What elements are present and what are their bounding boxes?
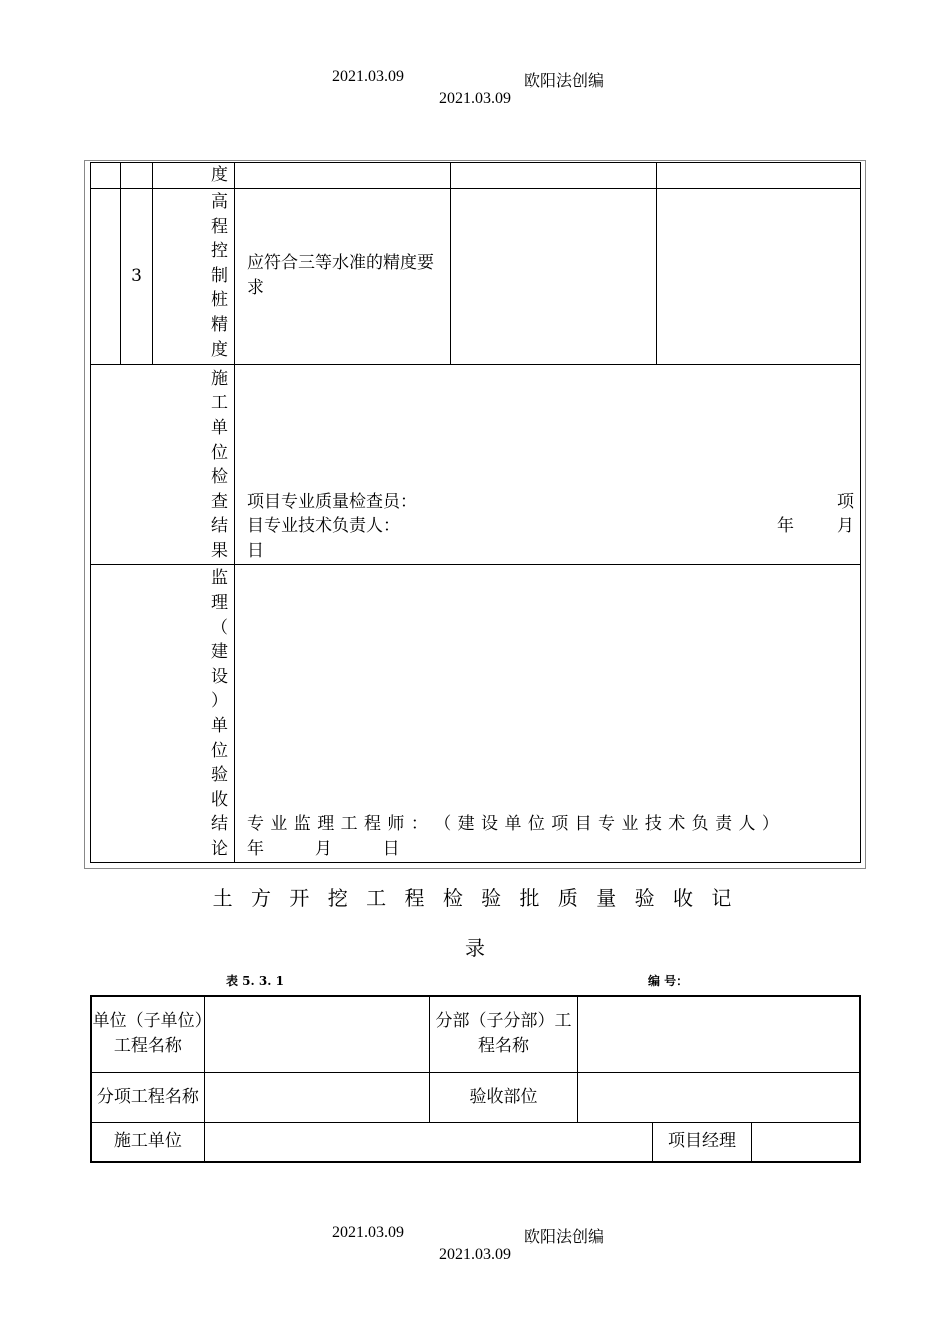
supervisor-signature-line: 专 业 监 理 工 程 师 ： （ 建 设 单 位 项 目 专 业 技 术 负 责 人 ）	[247, 814, 780, 835]
footer-date-2: 2021.03.09	[439, 1246, 511, 1263]
label-char: ）	[211, 691, 228, 712]
label-char: 设	[211, 666, 228, 687]
sup-day-label: 日	[382, 839, 400, 859]
header-author: 欧阳法创编	[524, 73, 605, 90]
label-char: 制	[211, 265, 228, 286]
project-mark: 项	[837, 491, 854, 512]
table-number: 表 5. 3. 1	[226, 974, 284, 988]
table-row	[91, 1072, 860, 1122]
vertical-label-text	[91, 566, 228, 861]
tech-head-label: 目专业技术负责人：	[247, 516, 400, 537]
division-value[interactable]	[577, 996, 860, 1072]
label-char: 单	[211, 418, 228, 439]
label-char: 收	[211, 789, 228, 810]
label-char: 控	[211, 241, 228, 262]
day-label: 日	[247, 541, 264, 561]
label-char: 位	[211, 442, 228, 463]
vertical-label-text	[153, 190, 228, 362]
table-row	[91, 564, 861, 862]
label-char: 检	[211, 467, 228, 488]
subitem-label: 分项工程名称	[91, 1072, 204, 1122]
header-date-2: 2021.03.09	[439, 90, 511, 107]
construction-unit-label: 施工单位	[91, 1122, 204, 1162]
top-table	[90, 162, 861, 863]
label-char: 理	[211, 593, 228, 614]
project-manager-value[interactable]	[752, 1122, 860, 1162]
subitem-value[interactable]	[204, 1072, 430, 1122]
item-label	[153, 188, 235, 364]
label-char: 结	[211, 814, 228, 835]
year-label: 年	[777, 516, 794, 537]
form-title-line1: 土 方 开 挖 工 程 检 验 批 质 量 验 收 记	[212, 886, 738, 910]
label-char: 果	[211, 541, 228, 561]
table-row	[91, 364, 861, 564]
construction-label	[91, 364, 235, 564]
row-label-du: 度	[153, 163, 235, 189]
serial-number-label: 编 号：	[648, 974, 689, 988]
unit-name-label: 单位（子单位）工程名称	[91, 996, 204, 1072]
construction-result	[235, 364, 861, 564]
division-label: 分部（子分部）工程名称	[430, 996, 577, 1072]
label-char: 论	[211, 839, 228, 859]
table-row	[91, 188, 861, 364]
label-char: （	[211, 617, 228, 638]
label-char: 监	[211, 568, 228, 589]
label-char: 度	[211, 339, 228, 360]
month-label: 月	[837, 516, 854, 537]
label-char: 查	[211, 491, 228, 512]
acceptance-part-value[interactable]	[577, 1072, 860, 1122]
sup-month-label: 月	[314, 839, 332, 859]
table-row	[91, 996, 860, 1072]
form-table	[90, 995, 861, 1163]
item-requirement: 应符合三等水准的精度要求	[235, 188, 451, 364]
label-char: 验	[211, 765, 228, 786]
label-char: 结	[211, 516, 228, 537]
unit-name-value[interactable]	[204, 996, 430, 1072]
table-row	[91, 163, 861, 189]
table-row	[91, 1122, 860, 1162]
footer-date: 2021.03.09	[332, 1224, 404, 1241]
construction-unit-value[interactable]	[204, 1122, 652, 1162]
sup-year-label: 年	[247, 839, 264, 859]
label-char: 精	[211, 314, 228, 335]
supervision-result	[235, 564, 861, 862]
acceptance-part-label: 验收部位	[430, 1072, 577, 1122]
form-title-line2: 录	[465, 936, 485, 960]
footer-author: 欧阳法创编	[524, 1229, 605, 1246]
label-char: 建	[211, 642, 228, 663]
label-char: 工	[211, 393, 228, 414]
vertical-label-text	[91, 367, 228, 564]
project-manager-label: 项目经理	[652, 1122, 751, 1162]
item-number: 3	[121, 188, 153, 364]
label-char: 施	[211, 368, 228, 389]
supervision-label	[91, 564, 235, 862]
label-char: 程	[211, 216, 228, 237]
label-char: 桩	[211, 290, 228, 311]
quality-inspector-label: 项目专业质量检查员：	[247, 491, 417, 512]
label-char: 高	[211, 192, 228, 213]
header-date: 2021.03.09	[332, 68, 404, 85]
label-char: 单	[211, 716, 228, 737]
label-char: 位	[211, 740, 228, 761]
